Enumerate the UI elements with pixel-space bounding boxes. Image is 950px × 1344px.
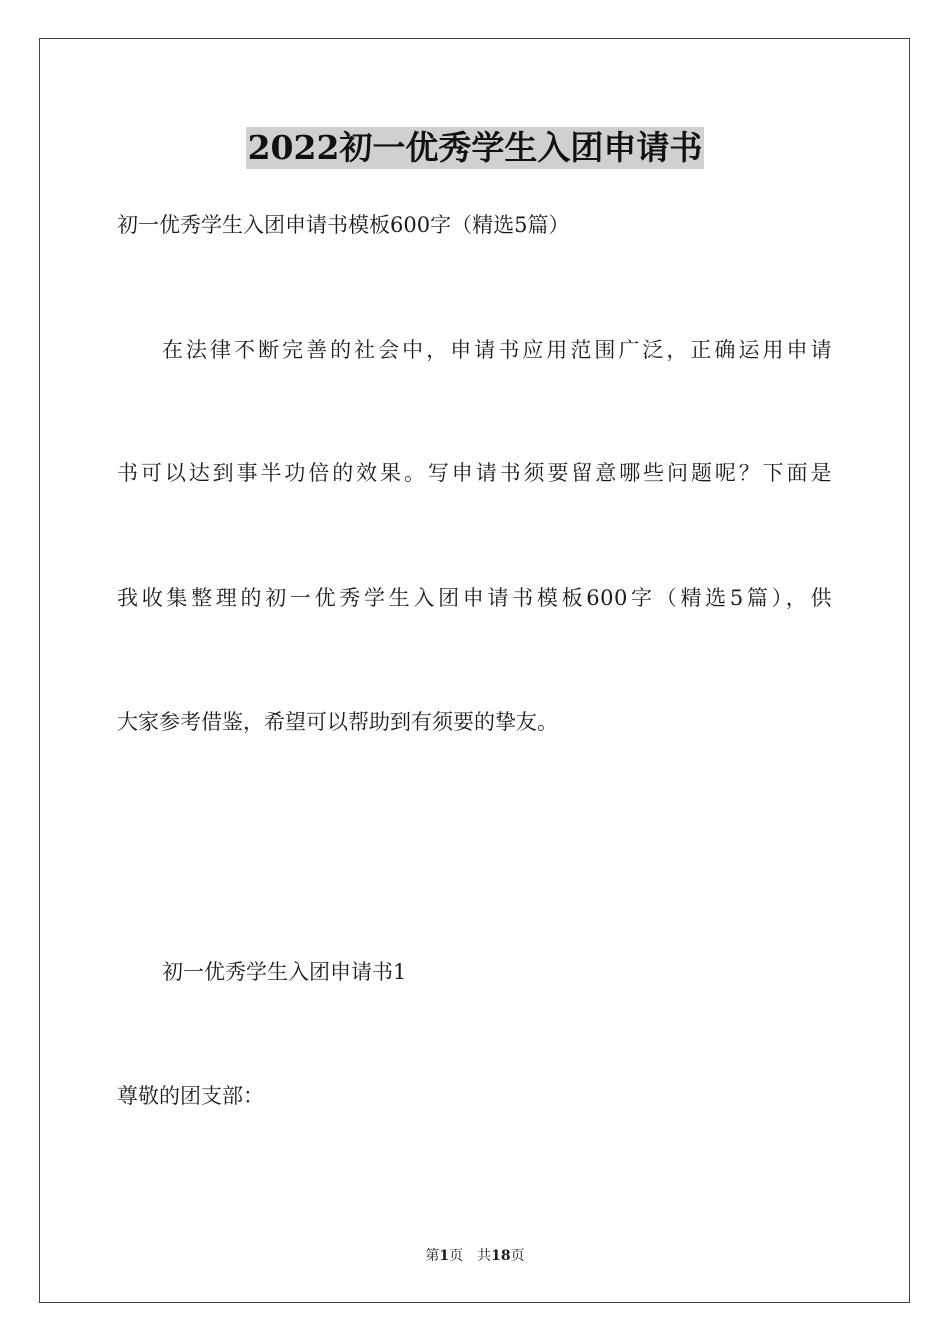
intro-line-1: 在法律不断完善的社会中，申请书应用范围广泛，正确运用申请 xyxy=(162,338,832,362)
intro-line-2: 书可以达到事半功倍的效果。写申请书须要留意哪些问题呢？下面是 xyxy=(117,461,832,485)
intro-line-4: 大家参考借鉴，希望可以帮助到有须要的挚友。 xyxy=(117,710,558,734)
document-subtitle: 初一优秀学生入团申请书模板600字（精选5篇） xyxy=(117,213,570,237)
salutation: 尊敬的团支部： xyxy=(117,1084,264,1108)
footer-page-prefix: 第 xyxy=(425,1248,440,1264)
footer-total-prefix: 共 xyxy=(477,1248,492,1264)
footer-total-suffix: 页 xyxy=(510,1248,525,1264)
footer-total-pages: 18 xyxy=(491,1248,511,1264)
section-heading: 初一优秀学生入团申请书1 xyxy=(162,960,407,984)
document-title: 2022初一优秀学生入团申请书 xyxy=(247,128,703,167)
footer-page-suffix: 页 xyxy=(449,1248,464,1264)
page-footer xyxy=(0,1247,950,1265)
footer-page-number: 1 xyxy=(439,1248,450,1264)
title-container xyxy=(0,127,950,169)
intro-line-3: 我收集整理的初一优秀学生入团申请书模板600字（精选5篇），供 xyxy=(117,586,832,610)
